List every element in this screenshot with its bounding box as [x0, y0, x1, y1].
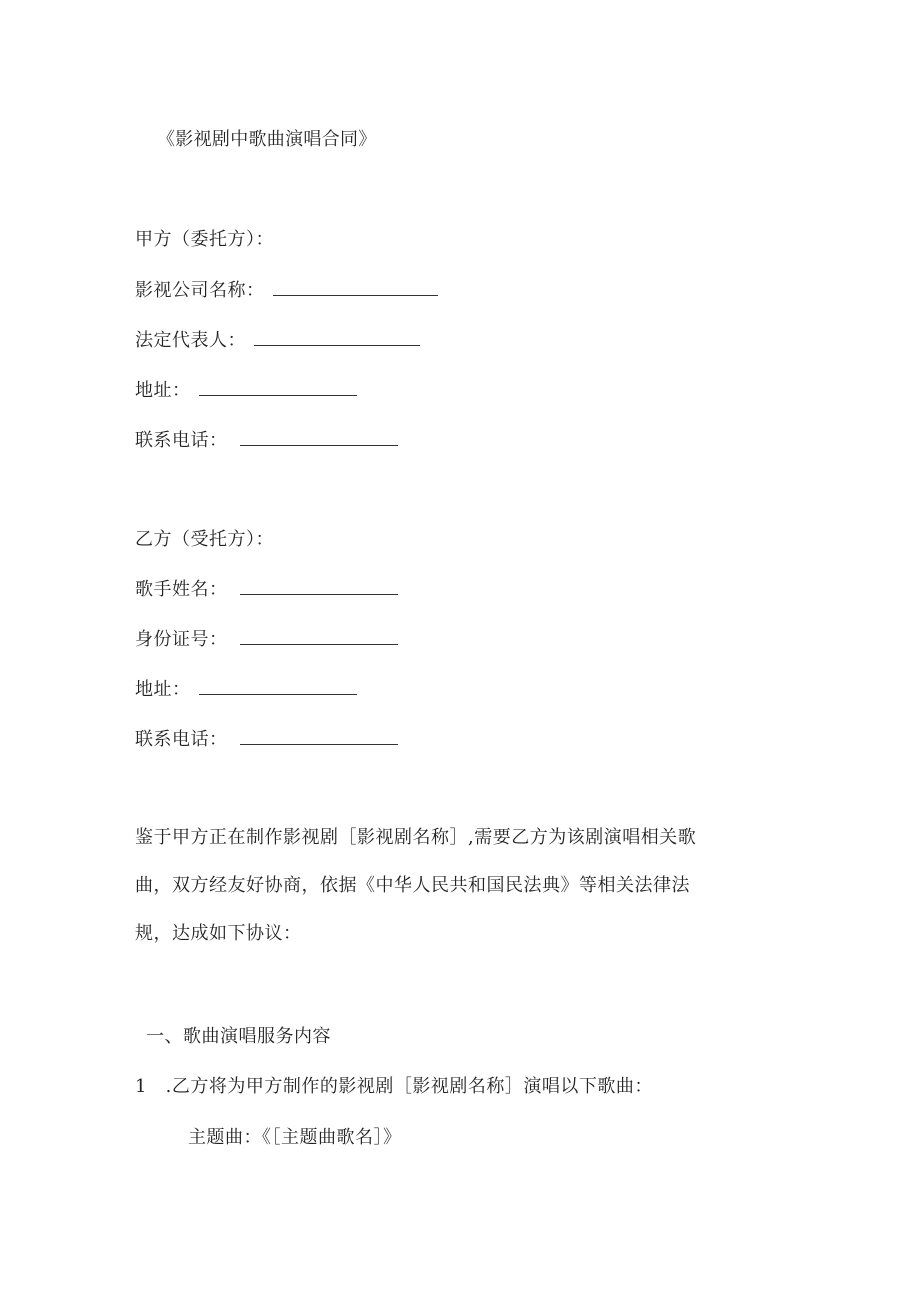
party-b-address-blank [199, 678, 357, 695]
party-b-name-row [135, 578, 398, 602]
party-b-phone-row [135, 728, 398, 752]
party-a-phone-blank [240, 429, 398, 446]
section-1-heading: 一、歌曲演唱服务内容 [146, 1026, 331, 1047]
intro-line: 鉴于甲方正在制作影视剧［影视剧名称］,需要乙方为该剧演唱相关歌 [135, 827, 697, 848]
contract-title: 《影视剧中歌曲演唱合同》 [157, 129, 377, 150]
party-b-id-label: 身份证号： [135, 629, 228, 650]
party-b-address-row [135, 678, 357, 702]
party-a-phone-row [135, 429, 398, 453]
party-b-id-row [135, 628, 398, 652]
intro-line: 规，达成如下协议： [135, 923, 302, 944]
party-a-company-row [135, 279, 438, 303]
party-a-company-label: 影视公司名称： [135, 280, 265, 301]
party-b-heading: 乙方（受托方）： [135, 529, 274, 550]
party-b-name-label: 歌手姓名： [135, 579, 228, 600]
theme-song-line: 主题曲：《［主题曲歌名］》 [188, 1127, 402, 1148]
party-a-rep-label: 法定代表人： [135, 330, 246, 351]
party-a-rep-row [135, 329, 420, 353]
party-b-id-blank [240, 628, 398, 645]
intro-paragraph [135, 814, 735, 958]
party-a-rep-blank [254, 329, 420, 346]
party-a-heading: 甲方（委托方）： [135, 229, 274, 250]
party-a-phone-label: 联系电话： [135, 430, 228, 451]
party-b-phone-label: 联系电话： [135, 729, 228, 750]
intro-line: 曲，双方经友好协商，依据《中华人民共和国民法典》等相关法律法 [135, 875, 690, 896]
party-b-phone-blank [240, 728, 398, 745]
party-a-address-row [135, 379, 357, 403]
party-a-address-blank [199, 379, 357, 396]
party-b-name-blank [240, 578, 398, 595]
party-a-address-label: 地址： [135, 380, 191, 401]
section-1-item-1: 1 .乙方将为甲方制作的影视剧［影视剧名称］演唱以下歌曲： [135, 1076, 653, 1097]
party-b-address-label: 地址： [135, 679, 191, 700]
party-a-company-blank [273, 279, 438, 296]
